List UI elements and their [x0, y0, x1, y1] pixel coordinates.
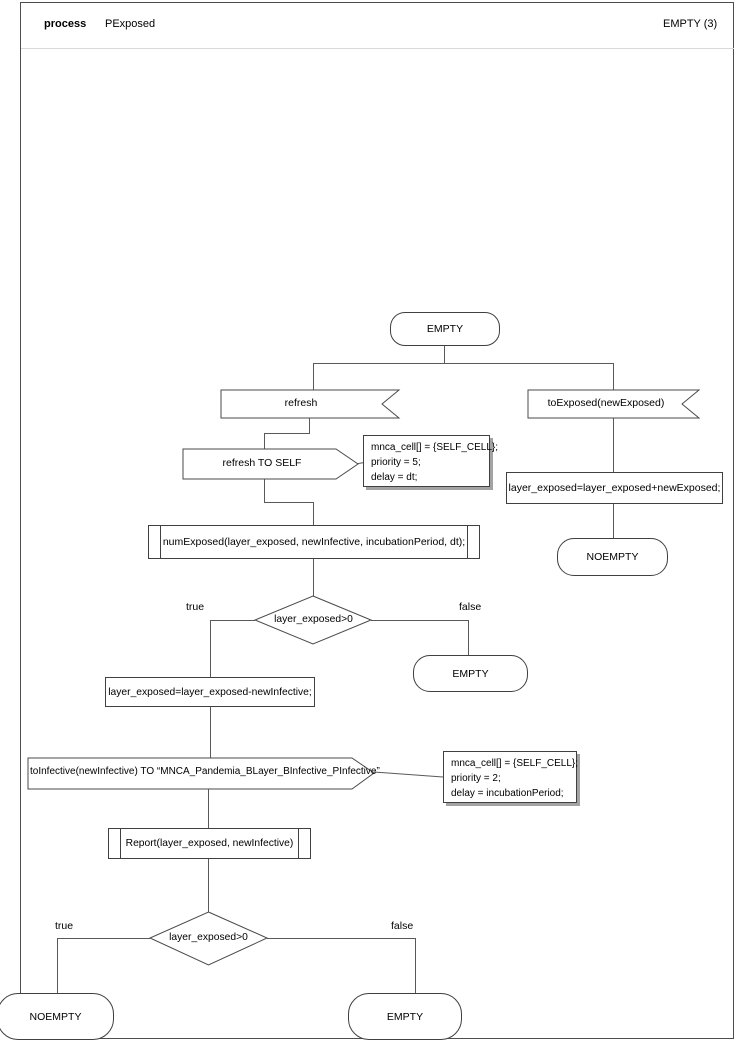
noempty-state-bottom-label: NOEMPTY: [29, 1010, 82, 1023]
connector-decision1-true: [211, 621, 256, 678]
infective-annotation-box[interactable]: [443, 751, 577, 803]
infective-annotation-line1: mnca_cell[] = {SELF_CELL};: [451, 758, 579, 769]
subtract-infective-label: layer_exposed=layer_exposed-newInfective;: [108, 686, 312, 698]
infective-annotation-line2: priority = 2;: [451, 773, 501, 784]
noempty-state-bottom-node[interactable]: [0, 993, 114, 1040]
add-exposed-label: layer_exposed=layer_exposed+newExposed;: [508, 482, 721, 494]
decision1-condition-label: layer_exposed>0: [274, 614, 353, 625]
connector-toinfective-annotation: [374, 772, 443, 777]
subtract-infective-box[interactable]: [105, 677, 315, 707]
connector-decision1-false: [371, 621, 469, 656]
decision2-condition-label: layer_exposed>0: [169, 932, 248, 943]
decision1-true-label: true: [186, 601, 205, 613]
num-exposed-call-label: numExposed(layer_exposed, newInfective, incubationPeriod, dt);: [162, 536, 466, 548]
connector-selfsend-numexposed: [265, 479, 314, 525]
add-exposed-box[interactable]: [506, 472, 723, 504]
state-reference-label: EMPTY (3): [663, 18, 718, 30]
refresh-annotation-line2: priority = 5;: [371, 457, 421, 468]
num-exposed-call-node[interactable]: [148, 525, 480, 559]
empty-state-mid-label: EMPTY: [452, 667, 489, 680]
refresh-annotation-box[interactable]: [363, 435, 499, 487]
refresh-annotation-line1: mnca_cell[] = {SELF_CELL};: [371, 442, 499, 453]
empty-state-mid-node[interactable]: [413, 655, 528, 692]
refresh-annotation-line3: delay = dt;: [371, 472, 418, 483]
decision1-false-label: false: [459, 601, 482, 613]
report-call-node[interactable]: [108, 828, 311, 859]
connector-decision2-false: [267, 939, 416, 994]
process-name-label: PExposed: [105, 18, 156, 30]
refresh-signal-label: refresh: [284, 397, 318, 409]
to-infective-send-label: toInfective(newInfective) TO “MNCA_Pandemia_BLayer_BInfective_PInfective”: [30, 766, 380, 777]
connector-decision2-true: [58, 939, 151, 994]
to-exposed-signal-label: toExposed(newExposed): [547, 397, 665, 409]
process-keyword-label: process: [44, 18, 87, 30]
noempty-state-right-label: NOEMPTY: [586, 551, 639, 563]
report-call-label: Report(layer_exposed, newInfective): [125, 838, 294, 849]
infective-annotation-line3: delay = incubationPeriod;: [451, 788, 564, 799]
start-state-node[interactable]: [390, 312, 500, 346]
noempty-state-right-node[interactable]: [557, 538, 668, 576]
decision2-true-label: true: [55, 920, 74, 932]
connector-refresh-to-selfsend: [265, 418, 310, 449]
decision2-false-label: false: [391, 920, 414, 932]
refresh-to-self-label: refresh TO SELF: [222, 457, 302, 469]
empty-state-bottom-label: EMPTY: [386, 1010, 424, 1023]
connector-start-split: [314, 346, 614, 390]
start-state-label: EMPTY: [426, 323, 464, 335]
empty-state-bottom-node[interactable]: [348, 993, 462, 1040]
